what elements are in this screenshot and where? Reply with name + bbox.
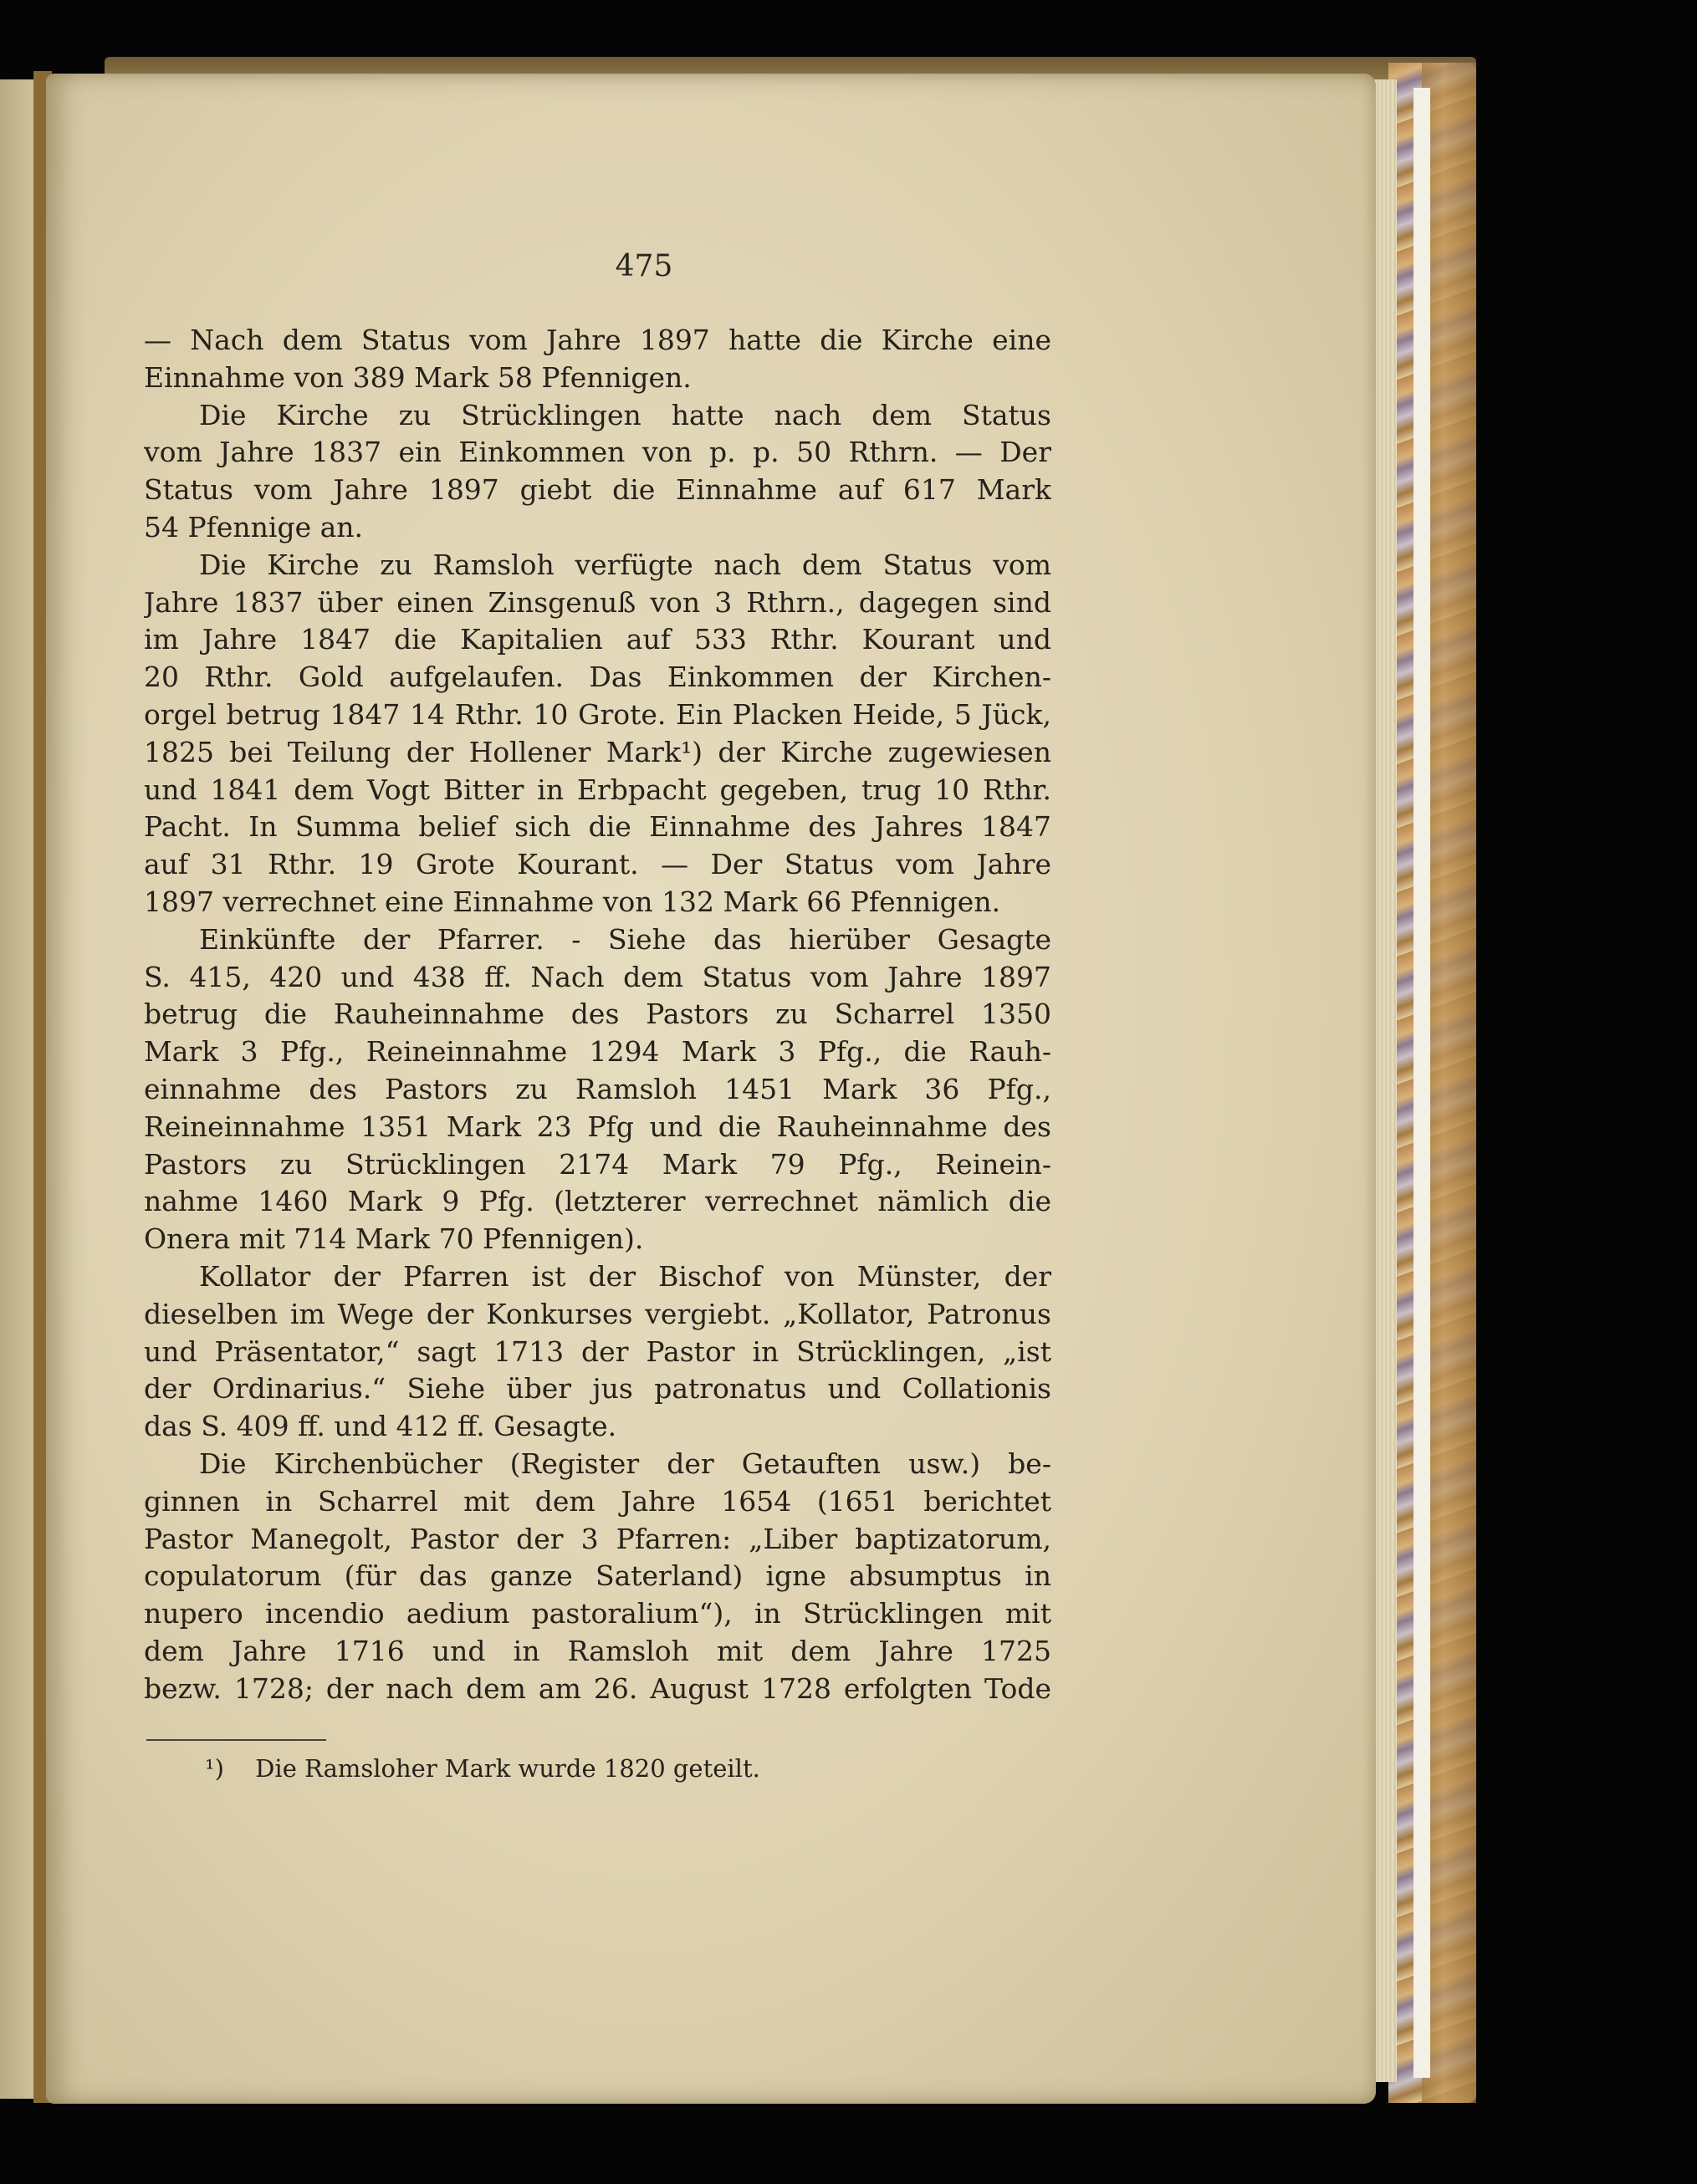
text-line: nupero incendio aedium pastoralium“), in Strücklingen mit [144, 1597, 1051, 1630]
footnote [205, 1754, 958, 1783]
text-line: Onera mit 714 Mark 70 Pfennigen). [144, 1222, 644, 1256]
footnote-marker: ¹) [205, 1754, 224, 1783]
text-line: bezw. 1728; der nach dem am 26. August 1728 erfolgten Tode [144, 1671, 1051, 1705]
text-line: betrug die Rauheinnahme des Pastors zu Scharrel 1350 [144, 998, 1051, 1031]
text-line: Pastors zu Strücklingen 2174 Mark 79 Pfg., Reinein- [144, 1147, 1051, 1181]
text-line: nahme 1460 Mark 9 Pfg. (letzterer verrechnet nämlich die [144, 1185, 1051, 1218]
text-line: Reineinnahme 1351 Mark 23 Pfg und die Rauheinnahme des [144, 1110, 1051, 1143]
text-line: ginnen in Scharrel mit dem Jahre 1654 (1651 berichtet [144, 1484, 1051, 1518]
text-line: Kollator der Pfarren ist der Bischof von Münster, der [199, 1259, 1051, 1293]
text-line: orgel betrug 1847 14 Rthr. 10 Grote. Ein Placken Heide, 5 Jück, [144, 697, 1051, 731]
text-line: — Nach dem Status vom Jahre 1897 hatte die Kirche eine [144, 324, 1051, 356]
text-line: und Präsentator,“ sagt 1713 der Pastor in Strücklingen, „ist [144, 1334, 1051, 1368]
text-line: Mark 3 Pfg., Reineinnahme 1294 Mark 3 Pfg., die Rauh- [144, 1035, 1051, 1069]
text-line: vom Jahre 1837 ein Einkommen von p. p. 50 Rthrn. — Der [144, 436, 1051, 469]
text-line: Pacht. In Summa belief sich die Einnahme des Jahres 1847 [144, 810, 1051, 844]
text-line: der Ordinarius.“ Siehe über jus patronatus und Collationis [144, 1372, 1051, 1406]
footnote-rule [146, 1739, 326, 1741]
text-line: 20 Rthr. Gold aufgelaufen. Das Einkommen der Kirchen- [144, 661, 1051, 694]
text-lines [144, 322, 1051, 1707]
page-number: 475 [615, 249, 673, 283]
text-line: dem Jahre 1716 und in Ramsloh mit dem Jahre 1725 [144, 1634, 1051, 1667]
text-line: Pastor Manegolt, Pastor der 3 Pfarren: „Liber baptizatorum, [144, 1522, 1051, 1555]
text-line: das S. 409 ff. und 412 ff. Gesagte. [144, 1410, 617, 1443]
text-line: dieselben im Wege der Konkurses vergiebt. „Kollator, Patronus [144, 1297, 1051, 1330]
text-line: einnahme des Pastors zu Ramsloh 1451 Mark 36 Pfg., [144, 1072, 1051, 1105]
text-line: Die Kirche zu Strücklingen hatte nach dem Status [199, 398, 1051, 431]
text-line: Einnahme von 389 Mark 58 Pfennigen. [144, 360, 692, 394]
text-line: auf 31 Rthr. 19 Grote Kourant. — Der Status vom Jahre [144, 848, 1051, 881]
text-line: Die Kirchenbücher (Register der Getauften usw.) be- [199, 1447, 1051, 1480]
text-line: Jahre 1837 über einen Zinsgenuß von 3 Rthrn., dagegen sind [144, 585, 1051, 619]
text-line: 1825 bei Teilung der Hollener Mark¹) der Kirche zugewiesen [144, 735, 1051, 768]
text-line: Die Kirche zu Ramsloh verfügte nach dem Status vom [199, 548, 1051, 581]
footnote-text: Die Ramsloher Mark wurde 1820 geteilt. [255, 1754, 760, 1783]
text-line: 54 Pfennige an. [144, 510, 364, 543]
text-line: copulatorum (für das ganze Saterland) igne absumptus in [144, 1559, 1051, 1593]
white-page-edge [1413, 88, 1430, 2078]
text-line: S. 415, 420 und 438 ff. Nach dem Status vom Jahre 1897 [144, 960, 1051, 993]
text-line: Status vom Jahre 1897 giebt die Einnahme auf 617 Mark [144, 473, 1051, 507]
text-line: im Jahre 1847 die Kapitalien auf 533 Rthr. Kourant und [144, 623, 1051, 656]
text-line: und 1841 dem Vogt Bitter in Erbpacht gegeben, trug 10 Rthr. [144, 773, 1051, 806]
text-line: 1897 verrechnet eine Einnahme von 132 Mark 66 Pfennigen. [144, 885, 1001, 918]
text-line: Einkünfte der Pfarrer. - Siehe das hierüber Gesagte [199, 922, 1051, 956]
body-text [144, 322, 1051, 1707]
